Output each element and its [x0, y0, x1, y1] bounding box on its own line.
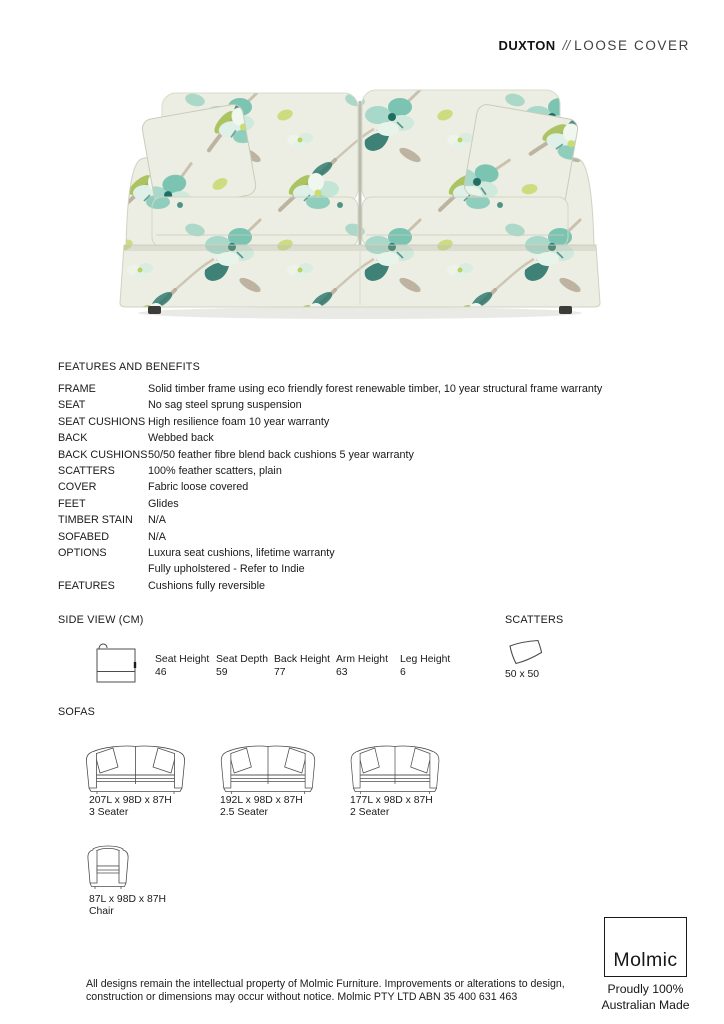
measurement: [274, 654, 336, 679]
sofa-name: 2 Seater: [350, 807, 390, 819]
scatter-pillow-right: [463, 103, 579, 211]
measurement-label: Arm Height: [336, 654, 388, 665]
sofa-foot-left: [148, 306, 161, 314]
row-label: SCATTERS: [58, 465, 115, 478]
row-value: Webbed back: [148, 432, 214, 445]
table-row: [58, 545, 618, 578]
measurement-value: 63: [336, 666, 348, 678]
table-row: [58, 397, 618, 413]
scatter-cushion-icon: [506, 637, 546, 672]
measurement-value: 59: [216, 666, 228, 678]
row-value-line1: Luxura seat cushions, lifetime warranty: [148, 547, 335, 560]
disclaimer-line1: All designs remain the intellectual property of Molmic Furniture. Improvements or alterations to design,: [86, 978, 565, 990]
row-label: FEATURES: [58, 579, 115, 592]
molmic-logo-text: Molmic: [613, 949, 678, 971]
scatter-pillow-left: [141, 103, 257, 211]
row-label: BACK: [58, 432, 88, 445]
row-value-line2: Fully upholstered - Refer to Indie: [148, 563, 305, 576]
row-value: Glides: [148, 497, 179, 510]
row-label: SOFABED: [58, 530, 110, 543]
scatter-size: 50 x 50: [505, 669, 540, 680]
measurement: [216, 654, 274, 679]
sofa-side-view-icon: [92, 640, 140, 691]
measurement-value: 6: [400, 666, 406, 678]
table-row: [58, 430, 618, 446]
product-photo: [110, 85, 610, 320]
measurement-label: Back Height: [274, 654, 331, 665]
row-value: High resilience foam 10 year warranty: [148, 415, 330, 428]
sofa-dimensions: 87L x 98D x 87H: [89, 894, 167, 905]
sofa-name: Chair: [89, 906, 114, 918]
table-row: [58, 512, 618, 528]
row-value: No sag steel sprung suspension: [148, 399, 302, 412]
sofa-dimensions: 207L x 98D x 87H: [89, 795, 172, 806]
side-view-heading: SIDE VIEW (CM): [58, 614, 144, 626]
sofa-3-seater-drawing: [83, 737, 188, 800]
table-row: [58, 447, 618, 463]
table-row: [58, 496, 618, 512]
sofa-name: 3 Seater: [89, 807, 129, 819]
sofa-label: [89, 795, 172, 820]
sofa-photo-illustration: [110, 85, 610, 320]
table-row: [58, 578, 618, 594]
tagline-line1: Proudly 100%: [607, 982, 684, 996]
row-label: OPTIONS: [58, 547, 107, 560]
row-value: Cushions fully reversible: [148, 579, 266, 592]
row-label: COVER: [58, 481, 97, 494]
features-table: [58, 381, 618, 594]
molmic-logo: [604, 917, 687, 977]
measurement: [400, 654, 458, 679]
sofa-dimensions: 192L x 98D x 87H: [220, 795, 303, 806]
chair-label: [89, 894, 166, 919]
table-row: [58, 529, 618, 545]
page-header: [499, 37, 690, 55]
collection-name: LOOSE COVER: [574, 38, 690, 53]
row-value: Solid timber frame using eco friendly forest renewable timber, 10 year structural frame warranty: [148, 383, 603, 395]
measurement-label: Leg Height: [400, 654, 451, 665]
scatters-heading: SCATTERS: [505, 614, 564, 626]
row-value: [148, 545, 618, 578]
sofa-label: [350, 795, 433, 820]
seat-cushion-right: [362, 197, 568, 247]
seat-cushion-left: [152, 197, 358, 247]
sofas-heading: SOFAS: [58, 706, 96, 718]
sofa-name: 2.5 Seater: [220, 807, 268, 819]
chair-drawing: [85, 835, 131, 896]
measurement-label: Seat Depth: [216, 654, 268, 665]
row-label: BACK CUSHIONS: [58, 448, 148, 461]
row-value: 50/50 feather fibre blend back cushions 5 year warranty: [148, 448, 414, 461]
measurement-value: 46: [155, 666, 167, 678]
ground-shadow: [138, 307, 582, 319]
row-label: TIMBER STAIN: [58, 514, 133, 527]
sofa-2-seater-drawing: [348, 737, 442, 800]
made-in-australia-tagline: [575, 981, 716, 1013]
row-label: FEET: [58, 497, 86, 510]
sofa-dimensions: 177L x 98D x 87H: [350, 795, 433, 806]
sofa-foot-right: [559, 306, 572, 314]
features-heading: FEATURES AND BENEFITS: [58, 361, 200, 373]
row-value: N/A: [148, 530, 166, 543]
disclaimer-line2: construction or dimensions may occur without notice. Molmic PTY LTD ABN 35 400 631 463: [86, 990, 518, 1003]
tagline-line2: Australian Made: [601, 998, 690, 1012]
skirt-shadow: [124, 245, 596, 251]
measurements-row: [155, 654, 458, 679]
measurement: [155, 654, 216, 679]
row-value: N/A: [148, 514, 166, 527]
measurement-value: 77: [274, 666, 286, 678]
table-row: [58, 463, 618, 479]
row-label: SEAT: [58, 399, 86, 412]
row-value: Fabric loose covered: [148, 481, 249, 494]
row-label: FRAME: [58, 383, 96, 395]
table-row: [58, 479, 618, 495]
row-value: 100% feather scatters, plain: [148, 465, 282, 478]
sofa-2-5-seater-drawing: [218, 737, 318, 800]
measurement-label: Seat Height: [155, 654, 210, 665]
footer-disclaimer: [86, 978, 565, 1004]
table-row: [58, 414, 618, 430]
row-label: SEAT CUSHIONS: [58, 415, 146, 428]
header-separator: //: [562, 38, 571, 53]
measurement: [336, 654, 400, 679]
brand-name: DUXTON: [498, 38, 556, 53]
sofa-label: [220, 795, 303, 820]
table-row: [58, 381, 618, 397]
